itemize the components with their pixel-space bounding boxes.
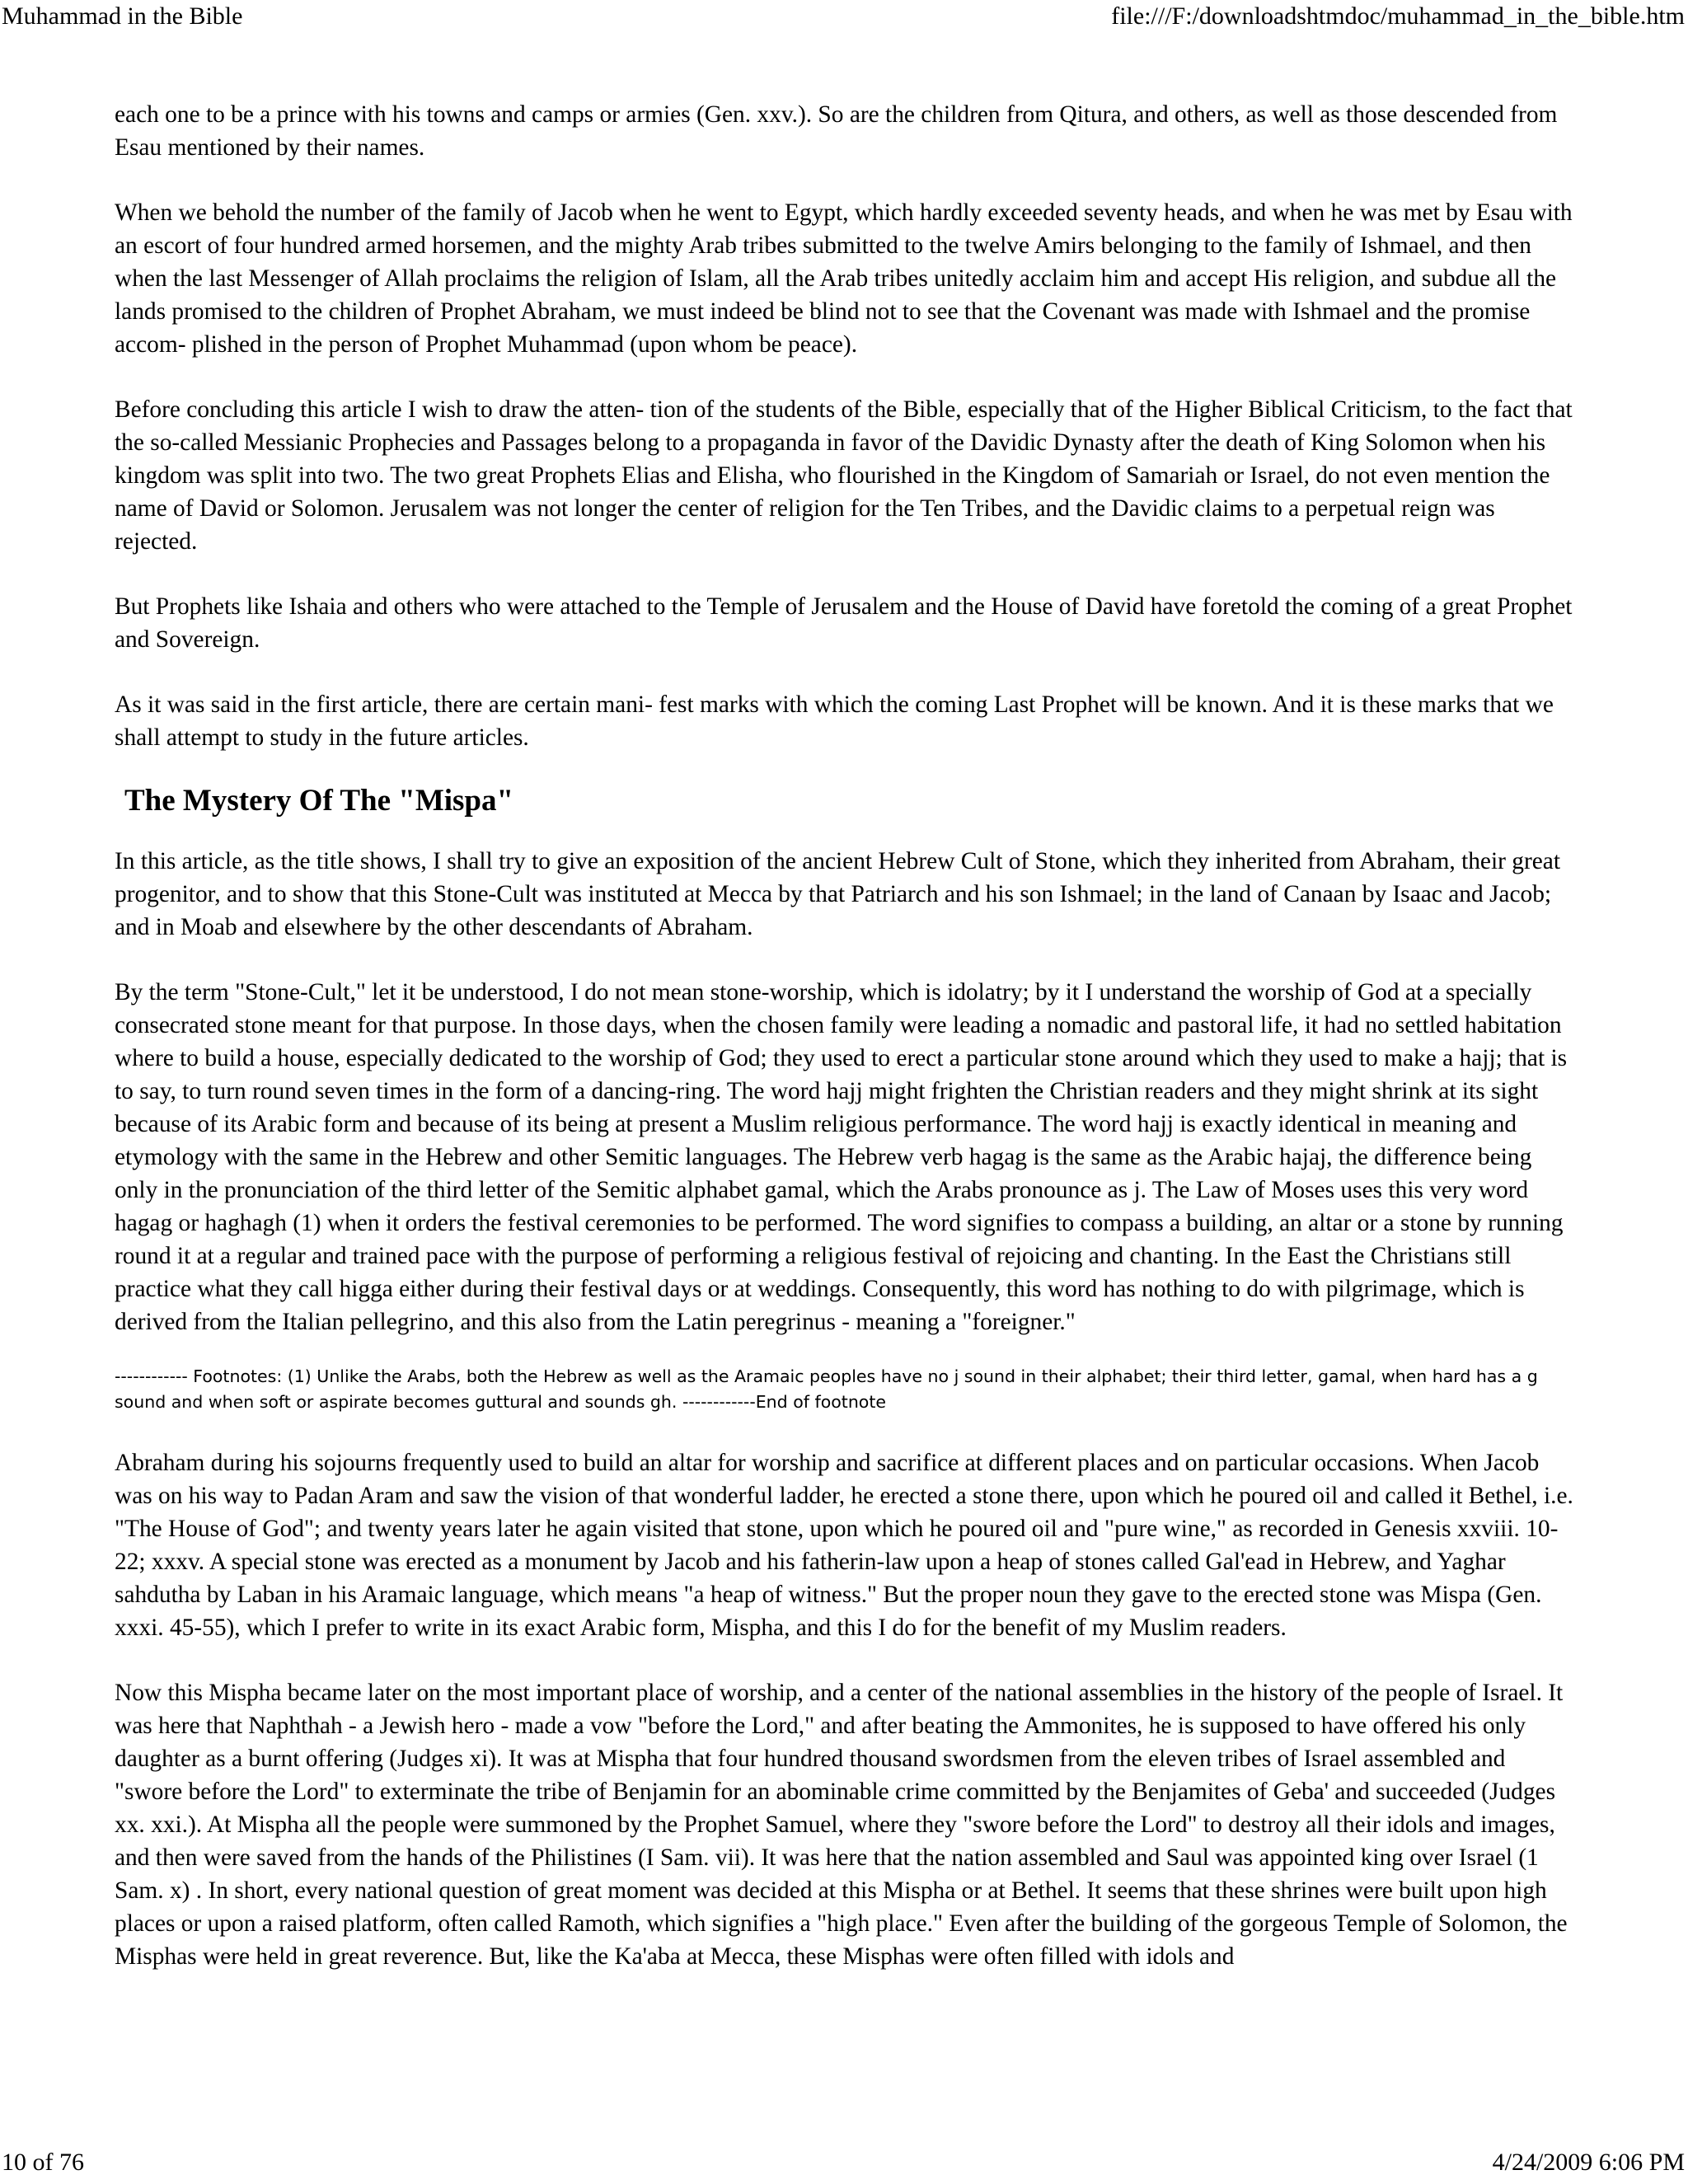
paragraph: As it was said in the first article, there are certain mani- fest marks with which the coming Last Prophet will be known. And it is these marks that we shall attempt to study in the future articles.	[115, 691, 1554, 751]
page-indicator: 10 of 76	[2, 2149, 84, 2176]
paragraph: each one to be a prince with his towns and camps or armies (Gen. xxv.). So are the children from Qitura, and others, as well as those descended from Esau mentioned by their names.	[115, 101, 1558, 161]
print-timestamp: 4/24/2009 6:06 PM	[1492, 2149, 1685, 2176]
footnote: ------------ Footnotes: (1) Unlike the Arabs, both the Hebrew as well as the Aramaic peoples have no j sound in their alphabet; their third letter, gamal, when hard has a g sound and when soft or aspirate becomes guttural and sounds gh. ------------End of footnote	[115, 1366, 1538, 1412]
print-footer	[0, 2148, 1688, 2181]
file-url: file:///F:/downloadshtmdoc/muhammad_in_the_bible.htm	[1111, 2, 1685, 30]
section-heading: The Mystery Of The "Mispa"	[124, 784, 514, 818]
paragraph: By the term "Stone-Cult," let it be understood, I do not mean stone-worship, which is idolatry; by it I understand the worship of God at a specially consecrated stone meant for that purpose. In those days, when the chosen family were leading a nomadic and pastoral life, it had no settled habitation where to build a house, especially dedicated to the worship of God; they used to erect a particular stone around which they used to make a hajj; that is to say, to turn round seven times in the form of a dancing-ring. The word hajj might frighten the Christian readers and they might shrink at its sight because of its Arabic form and because of its being at present a Muslim religious performance. The word hajj is exactly identical in meaning and etymology with the same in the Hebrew and other Semitic languages. The Hebrew verb hagag is the same as the Arabic hajaj, the difference being only in the pronunciation of the third letter of the Semitic alphabet gamal, which the Arabs pronounce as j. The Law of Moses uses this very word hagag or haghagh (1) when it orders the festival ceremonies to be performed. The word signifies to compass a building, an altar or a stone by running round it at a regular and trained pace with the purpose of performing a religious festival of rejoicing and chanting. In the East the Christians still practice what they call higga either during their festival days or at weddings. Consequently, this word has nothing to do with pilgrimage, which is derived from the Italian pellegrino, and this also from the Latin peregrinus - meaning a "foreigner."	[115, 979, 1568, 1335]
paragraph: But Prophets like Ishaia and others who were attached to the Temple of Jerusalem and the House of David have foretold the coming of a great Prophet and Sovereign.	[115, 593, 1573, 653]
paragraph: In this article, as the title shows, I shall try to give an exposition of the ancient Hebrew Cult of Stone, which they inherited from Abraham, their great progenitor, and to show that this Stone-Cult was instituted at Mecca by that Patriarch and his son Ishmael; in the land of Canaan by Isaac and Jacob; and in Moab and elsewhere by the other descendants of Abraham.	[115, 848, 1561, 940]
paragraph: When we behold the number of the family of Jacob when he went to Egypt, which hardly exceeded seventy heads, and when he was met by Esau with an escort of four hundred armed horsemen, and the mighty Arab tribes submitted to the twelve Amirs belonging to the family of Ishmael, and then when the last Messenger of Allah proclaims the religion of Islam, all the Arab tribes unitedly acclaim him and accept His religion, and subdue all the lands promised to the children of Prophet Abraham, we must indeed be blind not to see that the Covenant was made with Ishmael and the promise accom- plished in the person of Prophet Muhammad (upon whom be peace).	[115, 199, 1573, 358]
document-title: Muhammad in the Bible	[2, 2, 243, 30]
paragraph: Abraham during his sojourns frequently used to build an altar for worship and sacrifice at different places and on particular occasions. When Jacob was on his way to Padan Aram and saw the vision of that wonderful ladder, he erected a stone there, upon which he poured oil and called it Bethel, i.e. "The House of God"; and twenty years later he again visited that stone, upon which he poured oil and "pure wine," as recorded in Genesis xxviii. 10-22; xxxv. A special stone was erected as a monument by Jacob and his fatherin-law upon a heap of stones called Gal'ead in Hebrew, and Yaghar sahdutha by Laban in his Aramaic language, which means "a heap of witness." But the proper noun they gave to the erected stone was Mispa (Gen. xxxi. 45-55), which I prefer to write in its exact Arabic form, Mispha, and this I do for the benefit of my Muslim readers.	[115, 1450, 1573, 1641]
article-body	[115, 98, 1575, 2005]
paragraph: Now this Mispha became later on the most important place of worship, and a center of the national assemblies in the history of the people of Israel. It was here that Naphthah - a Jewish hero - made a vow "before the Lord," and after beating the Ammonites, he is supposed to have offered his only daughter as a burnt offering (Judges xi). It was at Mispha that four hundred thousand swordsmen from the eleven tribes of Israel assembled and "swore before the Lord" to exterminate the tribe of Benjamin for an abominable crime committed by the Benjamites of Geba' and succeeded (Judges xx. xxi.). At Mispha all the people were summoned by the Prophet Samuel, where they "swore before the Lord" to destroy all their idols and images, and then were saved from the hands of the Philistines (I Sam. vii). It was here that the nation assembled and Saul was appointed king over Israel (1 Sam. x) . In short, every national question of great moment was decided at this Mispha or at Bethel. It seems that these shrines were built upon high places or upon a raised platform, often called Ramoth, which signifies a "high place." Even after the building of the gorgeous Temple of Solomon, the Misphas were held in great reverence. But, like the Ka'aba at Mecca, these Misphas were often filled with idols and	[115, 1680, 1568, 1970]
print-header	[0, 2, 1688, 35]
paragraph: Before concluding this article I wish to draw the atten- tion of the students of the Bible, especially that of the Higher Biblical Criticism, to the fact that the so-called Messianic Prophecies and Passages belong to a propaganda in favor of the Davidic Dynasty after the death of King Solomon when his kingdom was split into two. The two great Prophets Elias and Elisha, who flourished in the Kingdom of Samariah or Israel, do not even mention the name of David or Solomon. Jerusalem was not longer the center of religion for the Ten Tribes, and the Davidic claims to a perpetual reign was rejected.	[115, 396, 1573, 555]
